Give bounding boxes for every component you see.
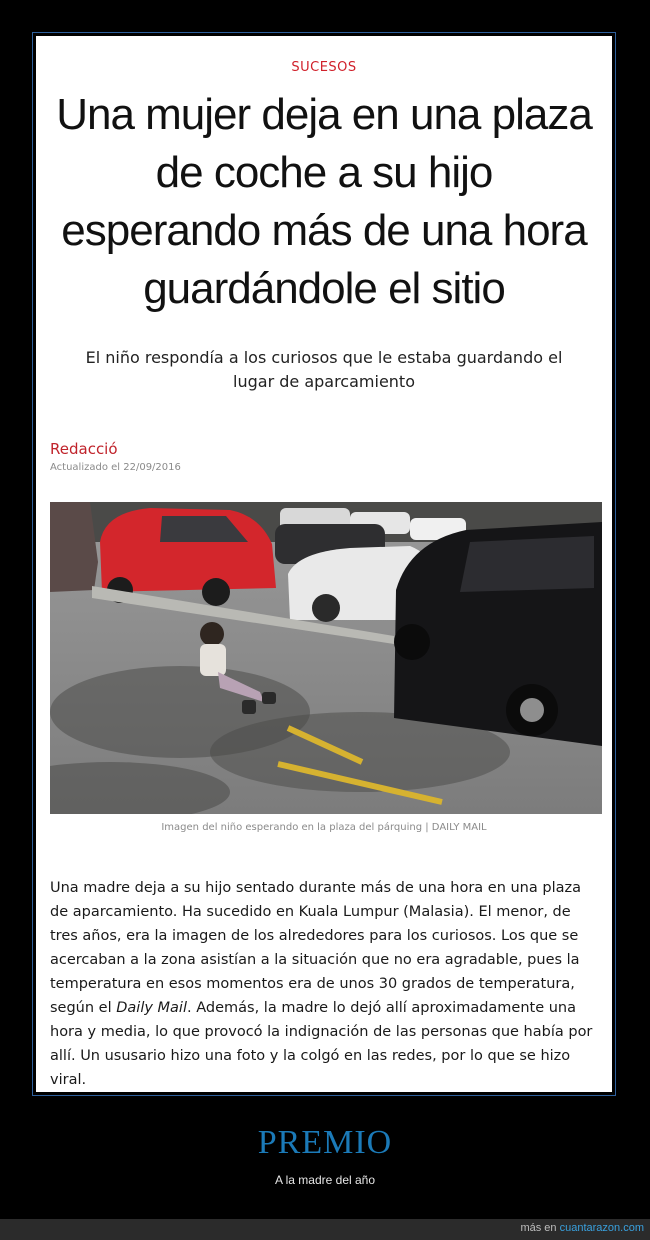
article-subtitle: El niño respondía a los curiosos que le estaba guardando el lugar de aparcamiento: [85, 348, 563, 391]
promo-subtitle: A la madre del año: [274, 1173, 376, 1187]
footer-bar: [0, 1219, 650, 1240]
article-body-part2: . Además, la madre lo dejó allí aproximadamente una hora y media, lo que provocó la indignación de las personas que había por allí. Un ususario hizo una foto y la colgó en las redes, por lo que se hizo viral.: [50, 1000, 593, 1088]
article-body: [50, 876, 602, 1092]
article-headline: Una mujer deja en una plaza de coche a su hijo esperando más de una hora guardándole el sitio: [56, 90, 592, 313]
promo-title: PREMIO: [257, 1124, 393, 1161]
author-name[interactable]: Redacció: [50, 440, 118, 458]
article-photo: [50, 502, 602, 814]
site-link[interactable]: cuantarazon.com: [559, 1222, 644, 1234]
article-frame: [32, 32, 616, 1096]
footer-text: [520, 1222, 644, 1234]
article-body-part1: Una madre deja a su hijo sentado durante más de una hora en una plaza de aparcamiento. Ha sucedido en Kuala Lumpur (Malasia). El menor, de tres años, era la imagen de los alrededores para los curiosos. Los que se acercaban a la zona asistían a la situación que no era agradable, pues la temperatura en esos momentos era de unos 30 grados de temperatura, según el: [50, 880, 581, 1016]
article-card: [36, 36, 612, 1092]
section-tag[interactable]: SUCESOS: [291, 60, 357, 75]
updated-date: Actualizado el 22/09/2016: [50, 462, 181, 473]
image-caption: Imagen del niño esperando en la plaza del párquing | DAILY MAIL: [161, 822, 487, 833]
source-name: Daily Mail: [116, 1000, 187, 1016]
footer-prefix: más en: [520, 1222, 560, 1234]
